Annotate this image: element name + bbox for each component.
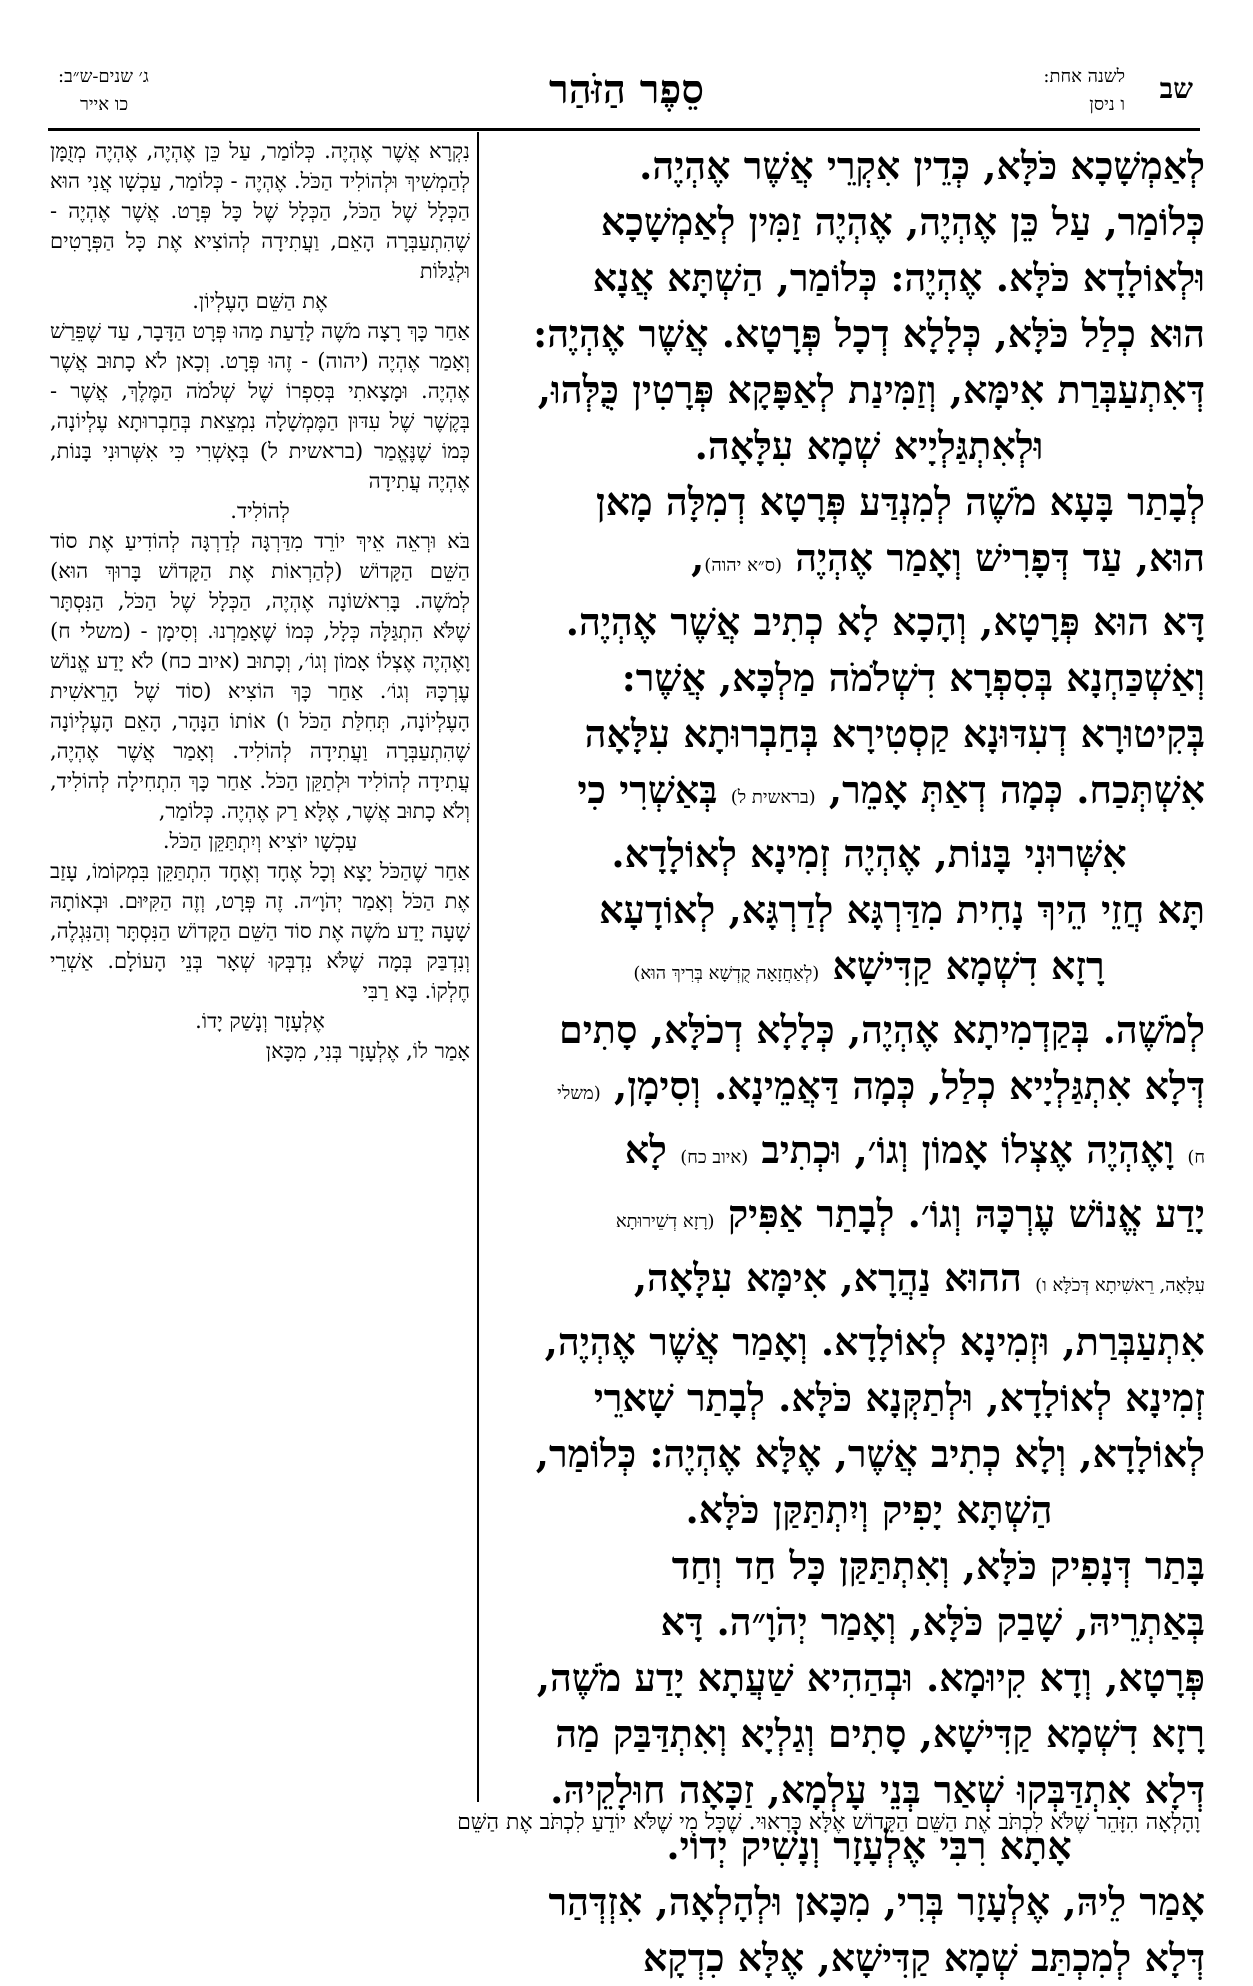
bottom-continuation-line: וָהָלְאָה הִזָּהֵר שֶׁלֹּא לִכְתֹּב אֶת הַשֵּׁם הַקָּדוֹשׁ אֶלָּא כָּרָאוּי. שֶׁכָּל מִי שֶׁלֹּא יוֹדֵעַ לִכְתֹּב אֶת הַשֵּׁם <box>457 1810 1200 1835</box>
main-reference: ח) <box>1187 1147 1205 1168</box>
main-text: ההוּא נַהֲרָא, אִימָּא עִלָּאָה, <box>633 1255 1022 1300</box>
main-line: אִשְּׁרוּנִי בָּנוֹת, אֶהְיֶה זְמִינָא לְאוֹלָדָא. <box>611 831 1127 876</box>
side-paragraph: נִקְרָא אֲשֶׁר אֶהְיֶה. כְּלוֹמַר, עַל כֵּן אֶהְיֶה, אֶהְיֶה מְזֻמָּן לְהַמְשִׁיךְ וּלְהוֹלִיד הַכֹּל. אֶהְיֶה - כְּלוֹמַר, עַכְשָׁו אֲנִי הוּא הַכְּלָל שֶׁל הַכֹּל, הַכְּלָל שֶׁל כָּל פְּרָט. אֲשֶׁר אֶהְיֶה - שֶׁהִתְעַבְּרָה הָאֵם, וַעֲתִידָה לְהוֹצִיא אֶת כָּל הַפְּרָטִים וּלְגַלּוֹת <box>50 139 470 283</box>
main-line: אָמַר לֵיהּ, אֶלְעָזָר בְּרִי, מִכָּאן וּלְהָלְאָה, אִזְדְּהַר <box>548 1879 1205 1924</box>
main-reference: (איוב כח) <box>680 1147 749 1168</box>
main-line <box>533 762 1205 826</box>
study-schedule-one-year: לשנה אחת: <box>1043 66 1125 87</box>
main-line: בְּאַתְרֵיהּ, שָׁבַק כֹּלָּא, וְאָמַר יְהֹוָ״ה. דָּא <box>660 1599 1205 1644</box>
study-date-right: ו ניסן <box>1089 94 1125 115</box>
main-text: רָזָא דִשְׁמָא קַדִּישָׁא <box>832 943 1105 988</box>
main-line <box>533 1250 1205 1314</box>
main-text: דְּלָא אִתְגַּלְיָיא כְלַל, כְּמָה דַּאֲמֵינָא. וְסִימָן, <box>613 1063 1205 1108</box>
side-paragraph-end: עַכְשָׁו יוֹצִיא וְיִתְתַּקֵּן הַכֹּל. <box>162 829 358 853</box>
main-line: אִתְעַבְּרַת, וּזְמִינָא לְאוֹלָדָא. וְאָמַר אֲשֶׁר אֶהְיֶה, <box>544 1319 1205 1364</box>
side-paragraph-end: לְהוֹלִיד. <box>230 499 290 523</box>
main-reference: (בראשית ל) <box>730 787 816 808</box>
main-line: כְּלוֹמַר, עַל כֵּן אֶהְיֶה, אֶהְיֶה זַמִּין לְאַמְשָׁכָא <box>600 199 1205 244</box>
main-line: דְּאִתְעַבְּרַת אִימָּא, וְזַמִּינַת לְאַפָּקָא פְּרָטִין כֻּלְּהוּ, <box>537 367 1205 412</box>
main-reference: עִלָּאָה, רֵאשִׁיתָא דְּכֹלָּא ו) <box>1035 1275 1205 1296</box>
column-divider <box>477 132 479 1802</box>
main-reference: (ס״א יהוה) <box>704 555 782 576</box>
page-number: שב <box>1159 72 1193 105</box>
hebrew-translation-column <box>50 136 470 1804</box>
side-paragraph: בֹּא וּרְאֵה אֵיךְ יוֹרֵד מִדַּרְגָּה לְדַרְגָּה לְהוֹדִיעַ אֶת סוֹד הַשֵּׁם הַקָּדוֹשׁ (לְהַרְאוֹת אֶת הַקָּדוֹשׁ בָּרוּךְ הוּא) לְמֹשֶׁה. בָּרִאשׁוֹנָה אֶהְיֶה, הַכְּלָל שֶׁל הַכֹּל, הַנִּסְתָּר שֶׁלֹּא הִתְגַּלָּה כְּלָל, כְּמוֹ שֶׁאָמַרְנוּ. וְסִימָן - (משלי ח) וָאֶהְיֶה אֶצְלוֹ אָמוֹן וְגוֹ׳, וְכָתוּב (איוב כח) לֹא יָדַע אֱנוֹשׁ עֶרְכָּהּ וְגוֹ׳. אַחַר כָּךְ הוֹצִיא (סוֹד שֶׁל הָרֵאשִׁית הָעֶלְיוֹנָה, תְּחִלַּת הַכֹּל ו) אוֹתוֹ הַנָּהָר, הָאֵם הָעֶלְיוֹנָה שֶׁהִתְעַבְּרָה וַעֲתִידָה לְהוֹלִיד. וְאָמַר אֲשֶׁר אֶהְיֶה, עֲתִידָה לְהוֹלִיד וּלְתַקֵּן הַכֹּל. אַחַר כָּךְ הִתְחִילָה לְהוֹלִיד, וְלֹא כָתוּב אֲשֶׁר, אֶלָּא רַק אֶהְיֶה. כְּלוֹמַר, <box>50 529 470 823</box>
main-line: רָזָא דִשְׁמָא קַדִּישָׁא, סָתִים וְגַלְיָא וְאִתְדַּבַּק מַה <box>555 1711 1205 1756</box>
main-line: וּלְאוֹלָדָא כֹּלָּא. אֶהְיֶה: כְּלוֹמַר, הַשְׁתָּא אֲנָא <box>592 255 1205 300</box>
main-line: תָּא חֲזֵי הֵיךְ נָחִית מִדַּרְגָּא לְדַרְגָּא, לְאוֹדָעָא <box>599 887 1205 932</box>
side-paragraph-end: אֶת הַשֵּׁם הָעֶלְיוֹן. <box>192 289 328 313</box>
main-line <box>533 1186 1205 1250</box>
main-text: בְּאַשְׁרִי כִי <box>577 767 718 812</box>
main-text: יָדַע אֱנוֹשׁ עֶרְכָּהּ וְגוֹ׳. לְבָתַר אַפִּיק <box>727 1191 1205 1236</box>
main-text: וָאֶהְיֶה אֶצְלוֹ אָמוֹן וְגוֹ׳, וּכְתִיב <box>761 1127 1175 1172</box>
main-reference: (משלי <box>557 1083 601 1104</box>
side-paragraph: אַחַר שֶׁהַכֹּל יָצָא וְכָל אֶחָד וְאֶחָד הִתְתַּקֵּן בִּמְקוֹמוֹ, עָזַב אֶת הַכֹּל וְאָמַר יְהֹוָ״ה. זֶה פְּרָט, וְזֶה הַקִּיּוּם. וּבְאוֹתָהּ שָׁעָה יָדַע מֹשֶׁה אֶת סוֹד הַשֵּׁם הַקָּדוֹשׁ הַנִּסְתָּר וְהַנִּגְלֶה, וְנִדְבַּק בְּמָה שֶׁלֹּא נִדְבְּקוּ שְׁאָר בְּנֵי הָעוֹלָם. אַשְׁרֵי חֶלְקוֹ. בָּא רַבִּי <box>50 859 470 1003</box>
side-paragraph: אַחַר כָּךְ רָצָה מֹשֶׁה לָדַעַת מַהוּ פְּרָט הַדָּבָר, עַד שֶׁפֵּרַשׁ וְאָמַר אֶהְיֶה (יהוה) - זֶהוּ פְּרָט. וְכָאן לֹא כָתוּב אֲשֶׁר אֶהְיֶה. וּמָצָאתִי בְּסִפְרוֹ שֶׁל שְׁלֹמֹה הַמֶּלֶךְ, אֲשֶׁר - בְּקֶשֶׁר שֶׁל עִדּוּן הַמֶּמְשָׁלָה נִמְצֵאת בְּחַבְרוּתָא עֶלְיוֹנָה, כְּמוֹ שֶׁנֶּאֱמַר (בראשית ל) בְּאָשְׁרִי כִּי אִשְּׁרוּנִי בָּנוֹת, אֶהְיֶה עֲתִידָה <box>50 319 470 493</box>
main-line: דָּא הוּא פְּרָטָא, וְהָכָא לָא כְתִיב אֲשֶׁר אֶהְיֶה. <box>565 599 1205 644</box>
main-text: הוּא, עַד דְּפָרִישׁ וְאָמַר אֶהְיֶה <box>795 535 1205 580</box>
main-line: דְּלָא אִתְדַּבְּקוּ שְׁאַר בְּנֵי עָלְמָא, זַכָּאָה חוּלָקֵיהּ. <box>550 1767 1205 1812</box>
main-line: בְּקִיטוּרָא דְעִדּוּנָא קַסְטִירָא בְּחַבְרוּתָא עִלָּאָה <box>584 711 1205 756</box>
main-line: אָתָא רִבִּי אֶלְעָזָר וְנָשִׁיק יְדוֹי. <box>666 1823 1072 1868</box>
main-line <box>533 1058 1205 1122</box>
main-line: בָּתַר דְּנָפִיק כֹּלָּא, וְאִתְתַּקַּן כָּל חַד וְחַד <box>671 1543 1205 1588</box>
page-header <box>0 64 1253 130</box>
main-reference: (רָזָא דְשֵׁירוּתָא <box>615 1211 715 1232</box>
main-line: וּלְאִתְגַּלְיָיא שְׁמָא עִלָּאָה. <box>694 423 1044 468</box>
main-reference: (לְאַחֲזָאָה קֻדְשָׁא בְּרִיךְ הוּא) <box>633 963 820 984</box>
main-line <box>533 938 1205 1002</box>
main-line: הַשְׁתָּא יָפִיק וְיִתְתַּקַּן כֹּלָּא. <box>685 1487 1053 1532</box>
main-line: לְאַמְשָׁכָא כֹּלָּא, כְּדֵין אִקְרֵי אֲשֶׁר אֶהְיֶה. <box>639 143 1205 188</box>
book-title: סֵפֶר הַזֹּהַר <box>549 66 704 113</box>
header-divider <box>48 128 1200 131</box>
main-text: לָא <box>624 1127 667 1172</box>
main-line <box>533 1122 1205 1186</box>
main-line: לְבָתַר בָּעָא מֹשֶׁה לְמִנְדַּע פְּרָטָא דְמִלָּה מָאן <box>596 479 1205 524</box>
study-schedule-three-years: ג׳ שנים-ש״ב: <box>58 66 149 87</box>
study-date-left: כו אייר <box>80 94 129 115</box>
main-line: זְמִינָא לְאוֹלָדָא, וּלְתַקְּנָא כֹּלָּא. לְבָתַר שָׁארֵי <box>593 1375 1205 1420</box>
main-text: אִשְׁתְּכַח. כְּמָה דְאַתְּ אָמֵר, <box>828 767 1205 812</box>
side-paragraph-end: אֶלְעָזָר וְנָשַׁק יָדוֹ. <box>195 1009 325 1033</box>
main-line: וְאַשְׁכַּחְנָא בְּסִפְרָא דִשְׁלֹמֹה מַלְכָּא, אֲשֶׁר: <box>621 655 1205 700</box>
main-line: לְמֹשֶׁה. בְּקַדְמִיתָא אֶהְיֶה, כְּלָלָא דְכֹלָּא, סָתִים <box>559 1007 1205 1052</box>
main-line: הוּא כְלַל כֹּלָּא, כְּלָלָא דְכָל פְּרָטָא. אֲשֶׁר אֶהְיֶה: <box>533 311 1205 356</box>
main-line: פְּרָטָא, וְדָא קִיוּמָא. וּבְהַהִיא שַׁעֲתָא יָדַע מֹשֶׁה, <box>536 1655 1205 1700</box>
main-line: דְּלָא לְמִכְתַּב שְׁמָא קַדִּישָׁא, אֶלָּא כִדְקָא <box>642 1935 1205 1980</box>
main-line: לְאוֹלָדָא, וְלָא כְתִיב אֲשֶׁר, אֶלָּא אֶהְיֶה: כְּלוֹמַר, <box>535 1431 1205 1476</box>
side-paragraph: אָמַר לוֹ, אֶלְעָזָר בְּנִי, מִכָּאן <box>265 1039 470 1063</box>
main-line: הוּא, עַד דְּפָרִישׁ וְאָמַר אֶהְיֶה (ס״א יהוה), <box>691 535 1205 580</box>
